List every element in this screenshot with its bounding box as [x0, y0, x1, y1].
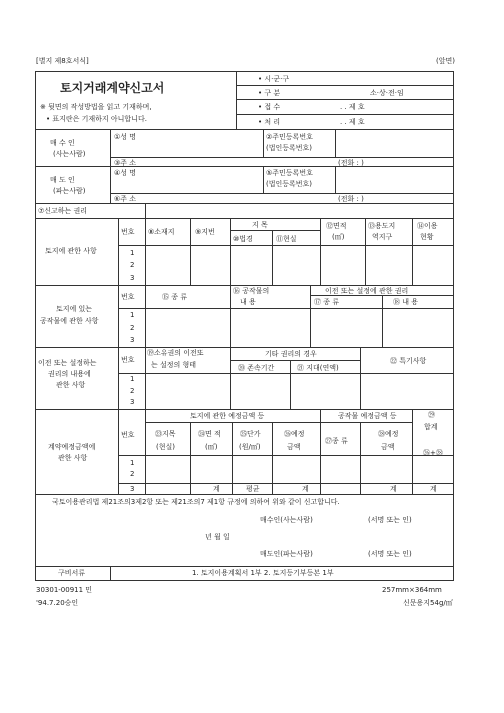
- seller-id-label: ⑤주민등록번호: [266, 169, 313, 177]
- land-location-header: ⑧소재지: [148, 228, 175, 236]
- sign-date: 년 월 일: [205, 533, 230, 541]
- price-total-number: ㉙: [428, 411, 435, 419]
- land-lot-header: ⑨지번: [195, 228, 215, 236]
- land-row-3: 3: [130, 274, 135, 282]
- price-area-unit: (㎡): [205, 443, 218, 451]
- price-amount-header: ㉖예정: [284, 430, 305, 438]
- declaration-text: 국토이용관리법 제21조의3제2항 또는 제21조의7 제1항 규정에 의하여 위와 같이 신고합니다.: [52, 498, 340, 506]
- price-section-label-2: 관한 사항: [58, 454, 88, 462]
- buyer-sign-label: 매수인(사는사람): [260, 516, 313, 524]
- land-row-2: 2: [130, 261, 135, 269]
- transfer-period-header: ⑳ 존속기간: [238, 364, 275, 372]
- price-category-header-2: (현실): [156, 443, 175, 451]
- transfer-section-label-3: 관한 사항: [56, 381, 86, 389]
- buyer-name-label: ①성 명: [114, 133, 137, 141]
- form-code: 30301-00911 민: [36, 586, 93, 594]
- fixture-section-label-2: 공작물에 관한 사항: [40, 317, 99, 325]
- buyer-id-label: ②주민등록번호: [266, 133, 313, 141]
- note-instruction: ※ 뒷면의 작성방법을 읽고 기재하며,: [40, 103, 152, 111]
- buyer-address-label: ③주 소: [114, 159, 137, 167]
- seller-party-label: 매 도 인: [50, 176, 75, 184]
- transfer-form-header-2: 는 설정의 형태: [151, 361, 197, 369]
- transfer-other-header: 기타 권리의 경우: [265, 350, 317, 358]
- transfer-row-2: 2: [130, 387, 135, 395]
- office-category-label: • 구 분: [258, 89, 281, 97]
- office-category-value: 소·상·전·임: [370, 89, 404, 97]
- transfer-section-label: 이전 또는 설정하는: [38, 359, 97, 367]
- seller-address-label: ⑥주 소: [114, 195, 137, 203]
- office-agency-label: • 시·군·구: [258, 75, 290, 83]
- fixture-rights-kind-header: ⑰ 종 류: [314, 298, 339, 306]
- price-row-1: 1: [130, 459, 135, 467]
- land-area-unit: (㎡): [332, 233, 345, 241]
- buyer-party-sublabel: (사는사람): [53, 150, 86, 158]
- fixture-row-2: 2: [130, 324, 135, 332]
- transfer-row-3: 3: [130, 398, 135, 406]
- fixture-rights-content-header: ⑱ 내 용: [393, 298, 418, 306]
- price-row-2: 2: [130, 470, 135, 478]
- price-total-formula: ㉖+㉘: [423, 449, 443, 457]
- price-fixture-header: 공작물 예정금액 등: [338, 412, 397, 420]
- price-kind-header: ㉗종 류: [325, 437, 348, 445]
- office-receipt-value: . . 제 호: [340, 103, 365, 111]
- transfer-no-header: 번호: [121, 356, 135, 364]
- buyer-phone: (전화 : ): [338, 159, 364, 167]
- land-zone-header-2: 역지구: [372, 233, 393, 241]
- seller-name-label: ④성 명: [114, 169, 137, 177]
- fixture-content-header: ⑯ 공작물의: [233, 287, 270, 295]
- land-section-label: 토지에 관한 사항: [45, 247, 97, 255]
- seller-corp-id-label: (법인등록번호): [266, 180, 313, 188]
- transfer-section-label-2: 권리의 내용에: [48, 370, 91, 378]
- price-sum-unit: 평균: [246, 485, 260, 493]
- seller-party-sublabel: (파는사람): [53, 187, 86, 195]
- price-total-header: 합계: [424, 423, 438, 431]
- land-actual-header: ⑪현실: [276, 235, 297, 243]
- office-receipt-label: • 접 수: [258, 103, 281, 111]
- form-title: 토지거래계약신고서: [60, 81, 165, 95]
- price-fixture-amount-header-2: 금액: [381, 443, 395, 451]
- form-number: [별지 제8호서식]: [36, 57, 89, 65]
- price-sum-total: 계: [430, 485, 437, 493]
- seller-signature: (서명 또는 인): [368, 550, 412, 558]
- office-process-label: • 처 리: [258, 118, 281, 126]
- fixture-rights-header: 이전 또는 설정에 관한 권리: [325, 287, 409, 295]
- land-row-1: 1: [130, 249, 135, 257]
- seller-sign-label: 매도인(파는사람): [260, 550, 313, 558]
- price-no-header: 번호: [121, 431, 135, 439]
- seller-phone: (전화 : ): [338, 195, 364, 203]
- land-zone-header: ⑬용도지: [368, 222, 396, 230]
- price-unit-header: ㉕단가: [240, 430, 261, 438]
- fixture-row-3: 3: [130, 336, 135, 344]
- price-unit-unit: (원/㎡): [239, 443, 261, 451]
- land-area-header: ⑫면적: [326, 222, 347, 230]
- attachments-label: 구비서류: [58, 569, 86, 577]
- price-section-label: 계약예정금액에: [48, 443, 96, 451]
- price-sum-amount: 계: [302, 485, 309, 493]
- fixture-kind-header: ⑮ 종 류: [162, 293, 187, 301]
- price-land-header: 토지에 관한 예정금액 등: [190, 412, 265, 420]
- office-process-value: . . 제 호: [340, 118, 365, 126]
- land-no-header: 번호: [121, 228, 135, 236]
- buyer-signature: (서명 또는 인): [368, 516, 412, 524]
- transfer-row-1: 1: [130, 375, 135, 383]
- note-office-use: • 표지란은 기재하지 아니합니다.: [46, 115, 147, 123]
- page-side: (앞면): [436, 57, 455, 65]
- land-category-header: 지 목: [252, 221, 268, 229]
- price-fixture-amount-header: ㉘예정: [378, 430, 399, 438]
- buyer-party-label: 매 수 인: [50, 139, 75, 147]
- price-area-header: ㉔면 적: [198, 430, 221, 438]
- paper-spec: 신문용지54g/㎡: [403, 599, 453, 607]
- attachments-list: 1. 토지이용계획서 1부 2. 토지등기부등본 1부: [192, 569, 334, 577]
- price-sum-fixture-amount: 계: [390, 485, 397, 493]
- land-legal-header: ⑩법경: [233, 235, 253, 243]
- land-use-header-2: 현황: [420, 233, 434, 241]
- fixture-row-1: 1: [130, 311, 135, 319]
- price-sum-area: 계: [213, 485, 220, 493]
- transfer-form-header: ⑲소유권의 이전또: [147, 349, 204, 357]
- price-category-header: ㉓지목: [155, 430, 176, 438]
- fixture-content-header-2: 내 용: [240, 298, 256, 306]
- land-use-header: ⑭이용: [417, 222, 438, 230]
- approval-date: '94.7.20승인: [36, 599, 79, 607]
- rights-label: ⑦신고하는 권리: [38, 207, 88, 215]
- paper-size: 257mm×364mm: [382, 586, 442, 594]
- transfer-special-header: ㉒ 특기사항: [390, 357, 427, 365]
- buyer-corp-id-label: (법인등록번호): [266, 144, 313, 152]
- price-amount-header-2: 금액: [287, 443, 301, 451]
- transfer-rent-header: ㉑ 지대(연액): [297, 364, 339, 372]
- fixture-section-label: 토지에 있는: [56, 305, 93, 313]
- price-row-3: 3: [130, 485, 135, 493]
- fixture-no-header: 번호: [121, 293, 135, 301]
